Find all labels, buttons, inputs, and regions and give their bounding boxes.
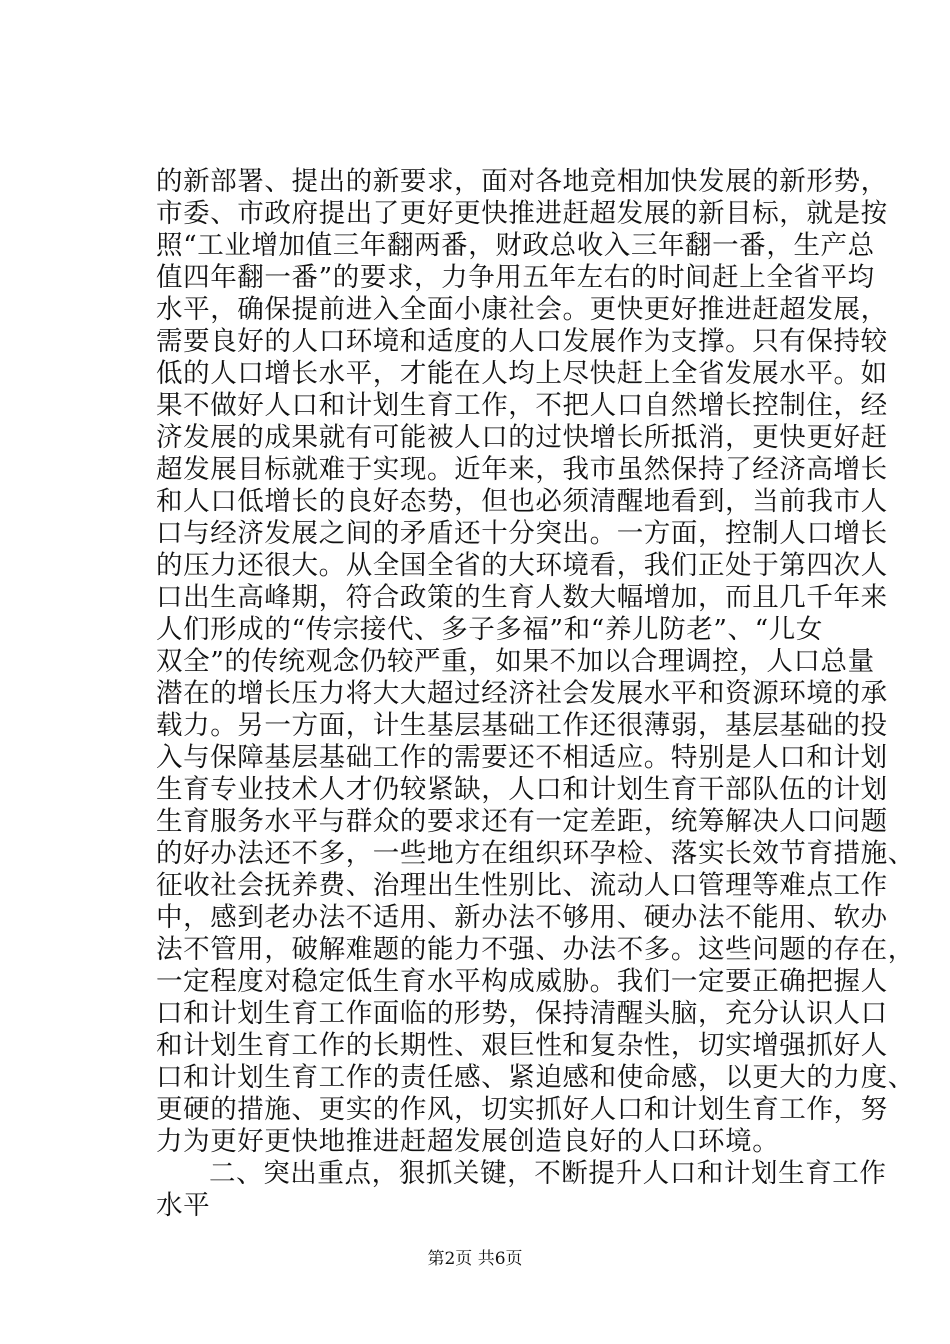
page-footer: 第2页 共6页 (427, 1249, 523, 1269)
body-line-11: 和人口低增长的良好态势，但也必须清醒地看到，当前我市人 (156, 486, 888, 517)
body-line-29: 口和计划生育工作的责任感、紧迫感和使命感，以更大的力度、 (156, 1062, 915, 1093)
body-line-22: 的好办法还不多，一些地方在组织环孕检、落实长效节育措施、 (156, 838, 915, 869)
body-line-9: 济发展的成果就有可能被人口的过快增长所抵消，更快更好赶 (156, 422, 888, 453)
section-heading-line-1: 二、突出重点，狠抓关键，不断提升人口和计划生育工作 (209, 1158, 887, 1189)
body-line-3: 照“工业增加值三年翻两番，财政总收入三年翻一番，生产总 (156, 230, 875, 261)
body-line-30: 更硬的措施、更实的作风，切实抓好人口和计划生育工作，努 (156, 1094, 888, 1125)
body-line-14: 口出生高峰期，符合政策的生育人数大幅增加，而且几千年来 (156, 582, 888, 613)
body-line-1: 的新部署、提出的新要求，面对各地竞相加快发展的新形势， (156, 166, 888, 197)
body-line-17: 潜在的增长压力将大大超过经济社会发展水平和资源环境的承 (156, 678, 888, 709)
body-line-26: 一定程度对稳定低生育水平构成威胁。我们一定要正确把握人 (156, 966, 888, 997)
body-line-27: 口和计划生育工作面临的形势，保持清醒头脑，充分认识人口 (156, 998, 888, 1029)
body-line-2: 市委、市政府提出了更好更快推进赶超发展的新目标，就是按 (156, 198, 888, 229)
body-line-15: 人们形成的“传宗接代、多子多福”和“养儿防老”、“儿女 (156, 614, 823, 645)
body-line-25: 法不管用，破解难题的能力不强、办法不多。这些问题的存在， (156, 934, 915, 965)
body-line-4: 值四年翻一番”的要求，力争用五年左右的时间赶上全省平均 (156, 262, 875, 293)
body-line-10: 超发展目标就难于实现。近年来，我市虽然保持了经济高增长 (156, 454, 888, 485)
document-body (156, 166, 915, 1222)
body-line-21: 生育服务水平与群众的要求还有一定差距，统筹解决人口问题 (156, 806, 888, 837)
body-line-7: 低的人口增长水平，才能在人均上尽快赶上全省发展水平。如 (156, 358, 888, 389)
body-line-20: 生育专业技术人才仍较紧缺，人口和计划生育干部队伍的计划 (156, 774, 888, 805)
body-line-19: 入与保障基层基础工作的需要还不相适应。特别是人口和计划 (156, 742, 888, 773)
body-line-13: 的压力还很大。从全国全省的大环境看，我们正处于第四次人 (156, 550, 888, 581)
body-line-12: 口与经济发展之间的矛盾还十分突出。一方面，控制人口增长 (156, 518, 888, 549)
body-line-6: 需要良好的人口环境和适度的人口发展作为支撑。只有保持较 (156, 326, 888, 357)
body-line-16: 双全”的传统观念仍较严重，如果不加以合理调控，人口总量 (156, 646, 875, 677)
body-line-23: 征收社会抚养费、治理出生性别比、流动人口管理等难点工作 (156, 870, 888, 901)
body-line-31: 力为更好更快地推进赶超发展创造良好的人口环境。 (156, 1126, 780, 1157)
section-heading-line-2: 水平 (156, 1190, 211, 1221)
body-line-24: 中，感到老办法不适用、新办法不够用、硬办法不能用、软办 (156, 902, 888, 933)
body-line-28: 和计划生育工作的长期性、艰巨性和复杂性，切实增强抓好人 (156, 1030, 888, 1061)
body-line-18: 载力。另一方面，计生基层基础工作还很薄弱，基层基础的投 (156, 710, 888, 741)
body-line-5: 水平，确保提前进入全面小康社会。更快更好推进赶超发展， (156, 294, 888, 325)
body-line-8: 果不做好人口和计划生育工作，不把人口自然增长控制住，经 (156, 390, 888, 421)
